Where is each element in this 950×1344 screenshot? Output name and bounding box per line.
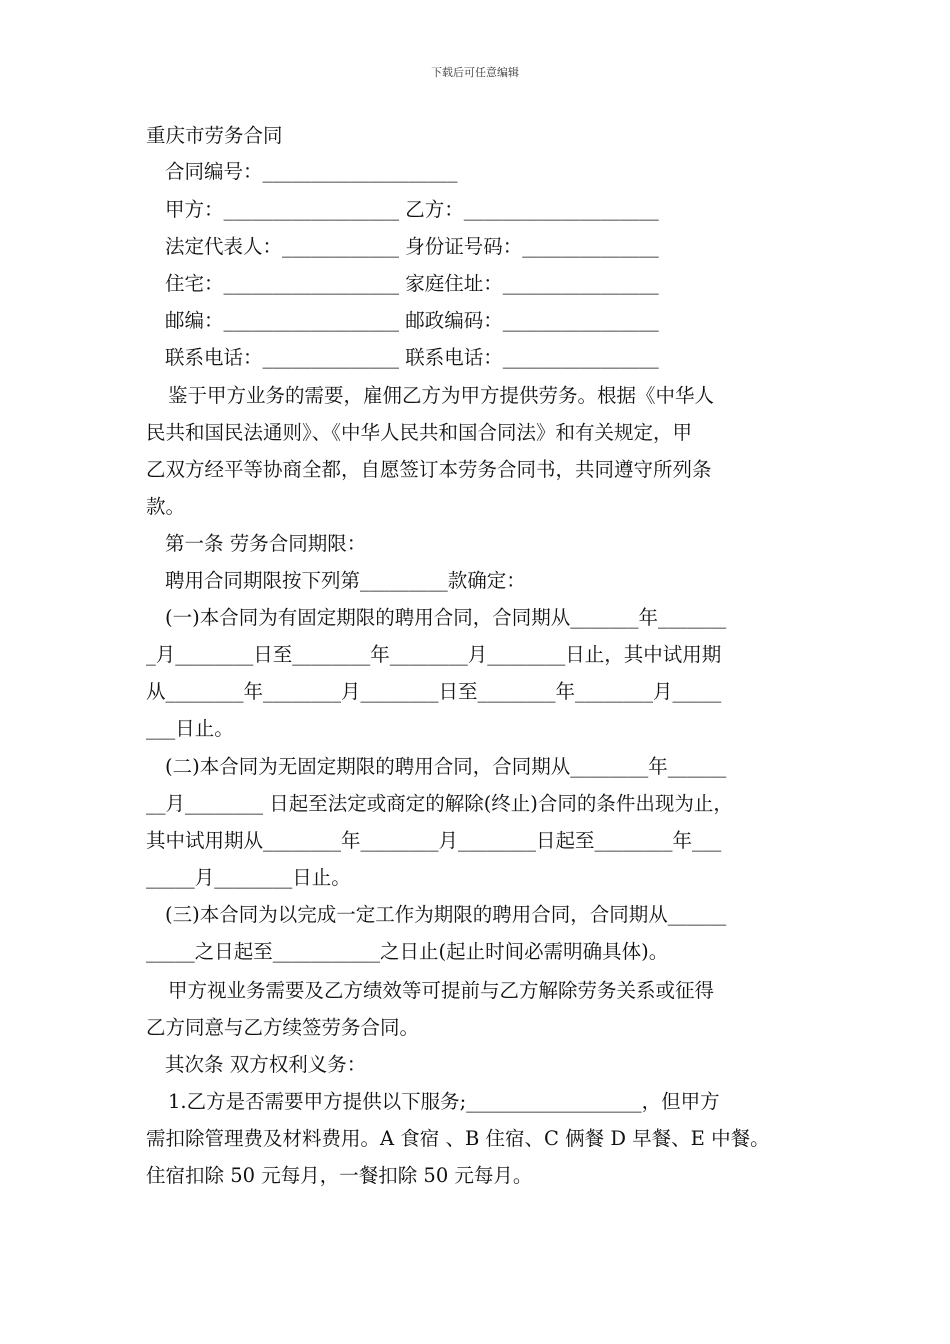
- paragraph-line: 聘用合同期限按下列第_________款确定：: [165, 569, 526, 592]
- paragraph-line: 乙双方经平等协商全都，自愿签订本劳务合同书，共同遵守所列条: [146, 458, 712, 481]
- section-heading: 第一条 劳务合同期限：: [165, 532, 367, 555]
- paragraph-line: (二)本合同为无固定期限的聘用合同，合同期从________年______: [165, 755, 727, 778]
- paragraph-line: 需扣除管理费及材料费用。A 食宿 、B 住宿、C 俩餐 D 早餐、E 中餐。: [146, 1127, 770, 1150]
- phone-field: 联系电话：______________ 联系电话：________________: [165, 346, 659, 369]
- section-heading: 其次条 双方权利义务：: [165, 1053, 367, 1076]
- paragraph-line: 其中试用期从________年________月________日起至________年___: [146, 829, 722, 852]
- paragraph-line: 乙方同意与乙方续签劳务合同。: [146, 1016, 420, 1039]
- paragraph-line: 甲方视业务需要及乙方绩效等可提前与乙方解除劳务关系或征得: [168, 979, 715, 1002]
- residence-address-field: 住宅：__________________ 家庭住址：________________: [165, 272, 659, 295]
- paragraph-line: (一)本合同为有固定期限的聘用合同，合同期从_______年_______: [165, 606, 727, 629]
- postcode-field: 邮编：__________________ 邮政编码：________________: [165, 309, 659, 332]
- document-title: 重庆市劳务合同: [146, 124, 283, 147]
- paragraph-line: 民共和国民法通则》、《中华人民共和国合同法》和有关规定，甲: [146, 421, 693, 444]
- paragraph-line: 从________年________月________日至________年________月_____: [146, 680, 722, 703]
- legal-rep-id-field: 法定代表人：____________ 身份证号码：______________: [165, 235, 659, 258]
- paragraph-line: (三)本合同为以完成一定工作为期限的聘用合同，合同期从______: [165, 903, 727, 926]
- paragraph-line: _月________日至________年________月________日止，其中试用期: [146, 643, 722, 666]
- paragraph-line: 款。: [146, 495, 186, 518]
- paragraph-line: __月________ 日起至法定或商定的解除(终止)合同的条件出现为止，: [146, 792, 733, 815]
- contract-number-field: 合同编号：____________________: [165, 160, 458, 183]
- paragraph-line: 鉴于甲方业务的需要，雇佣乙方为甲方提供劳务。根据《中华人: [168, 384, 715, 407]
- paragraph-line: ___日止。: [146, 717, 234, 740]
- paragraph-line: 住宿扣除 50 元每月，一餐扣除 50 元每月。: [146, 1164, 533, 1187]
- party-a-b-field: 甲方：__________________ 乙方：____________________: [165, 198, 659, 221]
- paragraph-line: _____月________日止。: [146, 866, 351, 889]
- page-header: 下载后可任意编辑: [431, 66, 519, 79]
- paragraph-line: 1.乙方是否需要甲方提供以下服务;__________________，但甲方: [168, 1090, 720, 1113]
- paragraph-line: _____之日起至___________之日止(起止时间必需明确具体)。: [146, 940, 669, 963]
